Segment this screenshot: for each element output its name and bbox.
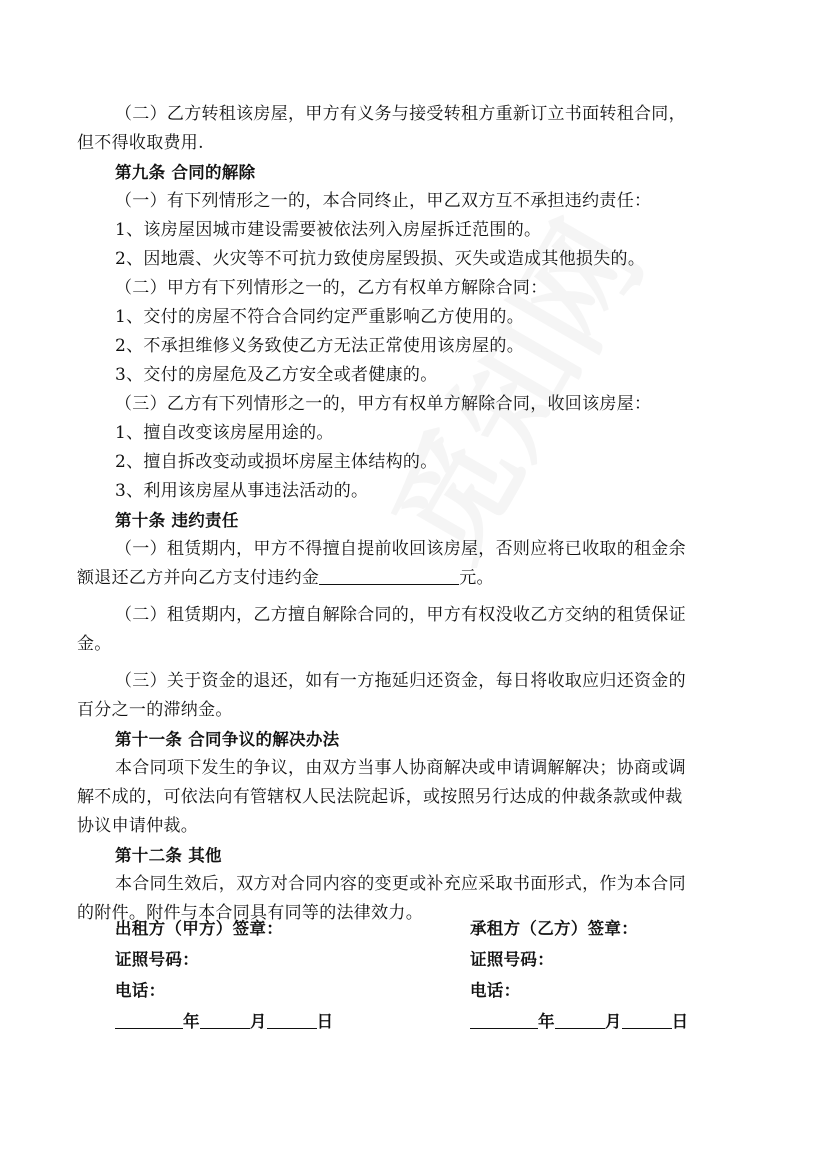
lessee-signature-block xyxy=(470,913,688,1037)
contract-body xyxy=(77,100,767,928)
text-line: （二）乙方转租该房屋，甲方有义务与接受转租方重新订立书面转租合同， xyxy=(115,104,686,124)
text-line: 百分之一的滞纳金。 xyxy=(77,700,233,720)
section-heading: 第十二条 其他 xyxy=(115,846,222,865)
lessor-date: 年 月 日 xyxy=(115,1006,333,1037)
penalty-amount-blank xyxy=(319,566,459,585)
text-line: 解不成的，可依法向有管辖权人民法院起诉，或按照另行达成的仲裁条款或仲裁 xyxy=(77,787,683,807)
text-line: （三）乙方有下列情形之一的，甲方有权单方解除合同，收回该房屋： xyxy=(115,394,652,414)
lessor-id-label: 证照号码： xyxy=(115,950,199,969)
text-line: 2、不承担维修义务致使乙方无法正常使用该房屋的。 xyxy=(115,336,525,356)
text-line: 3、利用该房屋从事违法活动的。 xyxy=(115,481,369,501)
text-line: 3、交付的房屋危及乙方安全或者健康的。 xyxy=(115,365,438,385)
lessee-title: 承租方（乙方）签章： xyxy=(470,919,638,938)
text-line: 本合同生效后，双方对合同内容的变更或补充应采取书面形式，作为本合同 xyxy=(115,874,686,894)
section-heading: 第九条 合同的解除 xyxy=(115,163,256,182)
text-line: （一）有下列情形之一的，本合同终止，甲乙双方互不承担违约责任： xyxy=(115,191,652,211)
text-line: 本合同项下发生的争议，由双方当事人协商解决或申请调解解决；协商或调 xyxy=(115,758,686,778)
text-line: 的附件。附件与本合同具有同等的法律效力。 xyxy=(77,903,423,923)
lessee-phone-label: 电话： xyxy=(470,981,521,1000)
lessor-title: 出租方（甲方）签章： xyxy=(115,919,283,938)
text-line: 2、擅自拆改变动或损坏房屋主体结构的。 xyxy=(115,452,438,472)
text-line: 1、该房屋因城市建设需要被依法列入房屋拆迁范围的。 xyxy=(115,220,542,240)
section-heading: 第十条 违约责任 xyxy=(115,511,239,530)
section-heading: 第十一条 合同争议的解决办法 xyxy=(115,730,340,749)
text-line: 但不得收取费用. xyxy=(77,133,204,153)
text-line: （二）甲方有下列情形之一的，乙方有权单方解除合同： xyxy=(115,278,548,298)
text-line: 协议申请仲裁。 xyxy=(77,816,199,836)
lessee-date: 年 月 日 xyxy=(470,1006,688,1037)
text-line: 1、交付的房屋不符合合同约定严重影响乙方使用的。 xyxy=(115,307,525,327)
lessor-phone-label: 电话： xyxy=(115,981,166,1000)
text-line: 金。 xyxy=(77,634,112,654)
lessor-signature-block xyxy=(115,913,333,1037)
lessee-id-label: 证照号码： xyxy=(470,950,554,969)
text-line: （一）租赁期内，甲方不得擅自提前收回该房屋，否则应将已收取的租金余 xyxy=(115,539,686,559)
text-line: 1、擅自改变该房屋用途的。 xyxy=(115,423,334,443)
text-line: 2、因地震、火灾等不可抗力致使房屋毁损、灭失或造成其他损失的。 xyxy=(115,249,646,269)
text-line: （二）租赁期内，乙方擅自解除合同的，甲方有权没收乙方交纳的租赁保证 xyxy=(115,605,686,625)
text-line: （三）关于资金的退还，如有一方拖延归还资金，每日将收取应归还资金的 xyxy=(115,671,686,691)
text-line: 额退还乙方并向乙方支付违约金 元。 xyxy=(77,568,494,588)
